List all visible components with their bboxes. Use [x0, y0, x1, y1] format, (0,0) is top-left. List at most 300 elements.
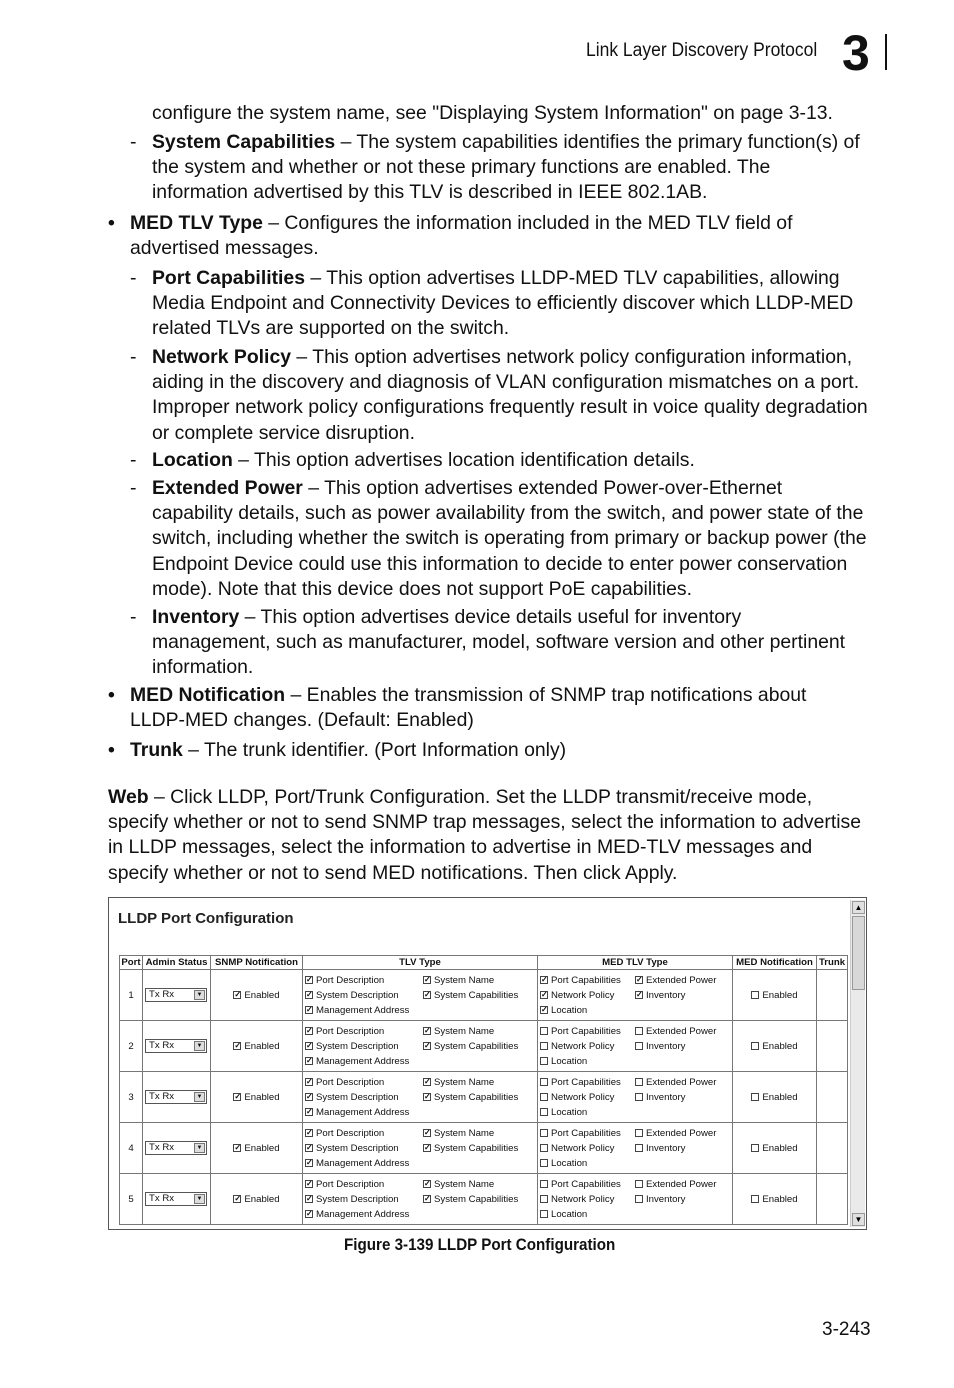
network-policy-checkbox[interactable] [540, 1144, 548, 1152]
item-port-capabilities [152, 266, 868, 342]
snmp-enabled-option [233, 1143, 279, 1154]
desc: – Configures the information included in the MED TLV field of advertised messages. [130, 212, 793, 260]
system-name-label: System Name [434, 1178, 495, 1190]
page-number: 3-243 [822, 1319, 871, 1340]
snmp-enabled-checkbox[interactable] [233, 1093, 241, 1101]
system-capabilities-option [423, 1040, 535, 1053]
system-description-checkbox[interactable] [305, 1093, 313, 1101]
term: MED Notification [130, 684, 286, 706]
location-option [540, 1004, 635, 1017]
network-policy-label: Network Policy [551, 989, 615, 1001]
admin-status-select[interactable] [145, 1090, 207, 1104]
system-name-checkbox[interactable] [423, 1180, 431, 1188]
lldp-port-config-screenshot [108, 897, 867, 1230]
admin-status-cell [143, 1021, 211, 1072]
port-capabilities-checkbox[interactable] [540, 1078, 548, 1086]
location-checkbox[interactable] [540, 1108, 548, 1116]
network-policy-checkbox[interactable] [540, 1093, 548, 1101]
management-address-option [305, 1106, 423, 1119]
system-description-checkbox[interactable] [305, 991, 313, 999]
admin-status-select[interactable] [145, 1039, 207, 1053]
med-notification-enabled-option [751, 990, 797, 1001]
system-name-label: System Name [434, 974, 495, 986]
med-notification-cell [733, 1072, 817, 1123]
inventory-option [635, 1142, 730, 1155]
snmp-enabled-label: Enabled [244, 1040, 280, 1052]
port-number: 1 [120, 970, 143, 1021]
port-description-label: Port Description [316, 974, 385, 986]
med-tlv-options [540, 974, 730, 1017]
snmp-enabled-checkbox[interactable] [233, 1144, 241, 1152]
desc: – The system capabilities identifies the primary function(s) of the system and whether or not these primary functions are enabled. The information advertised by this TLV is described in IEEE 802.1AB. [152, 131, 860, 204]
continued-line: configure the system name, see "Displaying System Information" on page 3-13. [152, 102, 833, 124]
snmp-enabled-option [233, 1194, 279, 1205]
port-description-label: Port Description [316, 1178, 385, 1190]
desc: – This option advertises location identification details. [232, 449, 695, 471]
network-policy-label: Network Policy [551, 1091, 615, 1103]
bullet-marker: • [108, 684, 115, 706]
med-notification-enabled-option [751, 1092, 797, 1103]
snmp-enabled-option [233, 990, 279, 1001]
snmp-notification-cell [211, 1072, 303, 1123]
med-tlv-options [540, 1076, 730, 1119]
extended-power-label: Extended Power [646, 1127, 717, 1139]
snmp-enabled-label: Enabled [244, 1193, 280, 1205]
dash-marker: - [130, 131, 137, 153]
location-option [540, 1208, 635, 1221]
snmp-notification-cell [211, 1123, 303, 1174]
system-name-checkbox[interactable] [423, 976, 431, 984]
inventory-checkbox[interactable] [635, 1144, 643, 1152]
port-capabilities-option [540, 974, 635, 987]
admin-status-cell [143, 970, 211, 1021]
extended-power-label: Extended Power [646, 1025, 717, 1037]
dash-marker: - [130, 606, 137, 628]
system-capabilities-checkbox[interactable] [423, 991, 431, 999]
port-capabilities-label: Port Capabilities [551, 1127, 621, 1139]
trunk-cell [817, 970, 848, 1021]
extended-power-option [635, 1178, 730, 1191]
port-number: 2 [120, 1021, 143, 1072]
inventory-label: Inventory [646, 1193, 686, 1205]
desc: – Enables the transmission of SNMP trap notifications about LLDP-MED changes. (Default: Enabled) [130, 684, 807, 732]
system-description-option [305, 1142, 423, 1155]
system-description-label: System Description [316, 1193, 399, 1205]
scroll-down-icon[interactable]: ▼ [852, 1213, 865, 1226]
inventory-option [635, 1040, 730, 1053]
chevron-down-icon[interactable]: ▼ [194, 1041, 205, 1051]
col-trunk: Trunk [817, 956, 848, 970]
network-policy-label: Network Policy [551, 1040, 615, 1052]
med-notification-enabled-checkbox[interactable] [751, 991, 759, 999]
network-policy-option [540, 1091, 635, 1104]
management-address-checkbox[interactable] [305, 1006, 313, 1014]
trunk-cell [817, 1072, 848, 1123]
location-label: Location [551, 1157, 588, 1169]
bullet-marker: • [108, 739, 115, 761]
management-address-option [305, 1004, 423, 1017]
col-port: Port [121, 957, 141, 968]
system-name-option [423, 1178, 535, 1191]
table-row [120, 1174, 848, 1225]
system-name-checkbox[interactable] [423, 1078, 431, 1086]
location-checkbox[interactable] [540, 1159, 548, 1167]
system-capabilities-option [423, 989, 535, 1002]
system-description-option [305, 1040, 423, 1053]
location-label: Location [551, 1004, 588, 1016]
term: System Capabilities [152, 131, 336, 153]
port-description-option [305, 974, 423, 987]
med-notification-enabled-label: Enabled [762, 1040, 798, 1052]
med-notification-cell [733, 1174, 817, 1225]
inventory-checkbox[interactable] [635, 1093, 643, 1101]
tlv-options [305, 974, 535, 1017]
panel-title: LLDP Port Configuration [118, 910, 294, 927]
network-policy-option [540, 1193, 635, 1206]
col-med-tlv-type: MED TLV Type [538, 956, 733, 970]
port-number: 5 [120, 1174, 143, 1225]
snmp-notification-cell [211, 1021, 303, 1072]
bullet-marker: • [108, 212, 115, 234]
admin-status-select[interactable] [145, 988, 207, 1002]
system-name-option [423, 1127, 535, 1140]
med-notification-enabled-label: Enabled [762, 1091, 798, 1103]
inventory-label: Inventory [646, 1040, 686, 1052]
admin-status-value: Tx Rx [149, 989, 175, 1000]
system-capabilities-option [423, 1091, 535, 1104]
management-address-option [305, 1055, 423, 1068]
med-tlv-type-cell [538, 1021, 733, 1072]
system-description-option [305, 1091, 423, 1104]
extended-power-label: Extended Power [646, 974, 717, 986]
port-capabilities-option [540, 1025, 635, 1038]
term: Web [108, 786, 149, 808]
port-description-checkbox[interactable] [305, 1129, 313, 1137]
med-notification-enabled-label: Enabled [762, 989, 798, 1001]
snmp-enabled-checkbox[interactable] [233, 991, 241, 999]
tlv-options [305, 1127, 535, 1170]
admin-status-value: Tx Rx [149, 1142, 175, 1153]
med-notification-enabled-option [751, 1041, 797, 1052]
med-notification-enabled-option [751, 1194, 797, 1205]
desc: – Click LLDP, Port/Trunk Configuration. Set the LLDP transmit/receive mode, specify whether or not to send SNMP trap messages, select the information to advertise in LLDP messages, select the information to advertise in MED-TLV messages and specify whether or not to send MED notifications. Then click Apply. [108, 786, 862, 884]
system-description-label: System Description [316, 1142, 399, 1154]
port-description-label: Port Description [316, 1076, 385, 1088]
port-description-checkbox[interactable] [305, 1027, 313, 1035]
system-description-option [305, 989, 423, 1002]
term: Network Policy [152, 346, 292, 368]
med-tlv-options [540, 1025, 730, 1068]
extended-power-checkbox[interactable] [635, 1180, 643, 1188]
term: MED TLV Type [130, 212, 263, 234]
scroll-up-icon[interactable]: ▲ [852, 901, 865, 914]
table-row [120, 1072, 848, 1123]
table-row [120, 1021, 848, 1072]
med-tlv-type-cell [538, 1123, 733, 1174]
system-name-checkbox[interactable] [423, 1027, 431, 1035]
management-address-option [305, 1208, 423, 1221]
system-name-label: System Name [434, 1127, 495, 1139]
desc: – This option advertises LLDP-MED TLV capabilities, allowing Media Endpoint and Connectivity Devices to efficiently discover which LLDP-MED related TLVs are supported on the switch. [152, 267, 854, 340]
desc: – The trunk identifier. (Port Information only) [182, 739, 567, 761]
inventory-label: Inventory [646, 1142, 686, 1154]
snmp-enabled-label: Enabled [244, 1142, 280, 1154]
chapter-divider [885, 34, 887, 70]
scroll-thumb[interactable] [852, 916, 865, 990]
port-description-option [305, 1178, 423, 1191]
port-capabilities-checkbox[interactable] [540, 1027, 548, 1035]
location-checkbox[interactable] [540, 1006, 548, 1014]
system-name-option [423, 1076, 535, 1089]
term: Extended Power [152, 477, 303, 499]
med-notification-cell [733, 1123, 817, 1174]
system-name-label: System Name [434, 1076, 495, 1088]
inventory-option [635, 1091, 730, 1104]
extended-power-option [635, 1025, 730, 1038]
port-capabilities-label: Port Capabilities [551, 1025, 621, 1037]
port-number: 3 [120, 1072, 143, 1123]
system-name-checkbox[interactable] [423, 1129, 431, 1137]
med-notification-enabled-checkbox[interactable] [751, 1195, 759, 1203]
management-address-label: Management Address [316, 1106, 410, 1118]
port-description-label: Port Description [316, 1127, 385, 1139]
item-med-notification [130, 683, 856, 733]
tlv-type-cell [303, 1072, 538, 1123]
item-med-tlv-type [130, 211, 850, 261]
extended-power-label: Extended Power [646, 1178, 717, 1190]
desc: – This option advertises extended Power-over-Ethernet capability details, such as power availability from the switch, and power state of the switch, including whether the switch is operating from primary or backup power (the Endpoint Device could use this information to decide to enter power conservation mode). Note that this device does not support PoE capabilities. [152, 477, 867, 600]
admin-status-select[interactable] [145, 1192, 207, 1206]
extended-power-checkbox[interactable] [635, 1027, 643, 1035]
inventory-checkbox[interactable] [635, 1042, 643, 1050]
tlv-type-cell [303, 1174, 538, 1225]
med-notification-enabled-checkbox[interactable] [751, 1042, 759, 1050]
management-address-checkbox[interactable] [305, 1210, 313, 1218]
extended-power-option [635, 974, 730, 987]
port-capabilities-checkbox[interactable] [540, 976, 548, 984]
inventory-label: Inventory [646, 1091, 686, 1103]
desc: – This option advertises device details useful for inventory management, such as manufacturer, model, software version and other pertinent information. [152, 606, 846, 679]
system-capabilities-label: System Capabilities [434, 1091, 519, 1103]
med-notification-enabled-label: Enabled [762, 1193, 798, 1205]
inventory-checkbox[interactable] [635, 991, 643, 999]
location-label: Location [551, 1106, 588, 1118]
location-checkbox[interactable] [540, 1210, 548, 1218]
port-description-option [305, 1127, 423, 1140]
location-option [540, 1157, 635, 1170]
tlv-options [305, 1025, 535, 1068]
med-tlv-type-cell [538, 970, 733, 1021]
extended-power-checkbox[interactable] [635, 1129, 643, 1137]
system-capabilities-label: System Capabilities [434, 1142, 519, 1154]
system-capabilities-checkbox[interactable] [423, 1093, 431, 1101]
port-description-checkbox[interactable] [305, 1078, 313, 1086]
network-policy-label: Network Policy [551, 1142, 615, 1154]
system-capabilities-label: System Capabilities [434, 1040, 519, 1052]
location-label: Location [551, 1055, 588, 1067]
tlv-type-cell [303, 1021, 538, 1072]
snmp-enabled-option [233, 1092, 279, 1103]
inventory-label: Inventory [646, 989, 686, 1001]
inventory-option [635, 1193, 730, 1206]
management-address-label: Management Address [316, 1157, 410, 1169]
dash-marker: - [130, 477, 137, 499]
tlv-type-cell [303, 1123, 538, 1174]
med-notification-enabled-checkbox[interactable] [751, 1144, 759, 1152]
lldp-port-table [119, 955, 848, 1225]
port-number: 4 [120, 1123, 143, 1174]
admin-status-cell [143, 1123, 211, 1174]
med-notification-enabled-label: Enabled [762, 1142, 798, 1154]
table-row [120, 970, 848, 1021]
snmp-notification-cell [211, 1174, 303, 1225]
trunk-cell [817, 1021, 848, 1072]
management-address-label: Management Address [316, 1055, 410, 1067]
port-capabilities-label: Port Capabilities [551, 1178, 621, 1190]
port-capabilities-option [540, 1127, 635, 1140]
snmp-enabled-label: Enabled [244, 989, 280, 1001]
system-capabilities-option [423, 1193, 535, 1206]
port-description-option [305, 1025, 423, 1038]
extended-power-option [635, 1076, 730, 1089]
tlv-options [305, 1178, 535, 1221]
figure-caption: Figure 3-139 LLDP Port Configuration [344, 1236, 616, 1254]
term: Inventory [152, 606, 240, 628]
system-capabilities-option [423, 1142, 535, 1155]
term: Trunk [130, 739, 183, 761]
location-option [540, 1055, 635, 1068]
management-address-label: Management Address [316, 1208, 410, 1220]
network-policy-label: Network Policy [551, 1193, 615, 1205]
admin-status-value: Tx Rx [149, 1193, 175, 1204]
extended-power-checkbox[interactable] [635, 1078, 643, 1086]
chevron-down-icon[interactable]: ▼ [194, 1092, 205, 1102]
med-tlv-type-cell [538, 1072, 733, 1123]
snmp-enabled-checkbox[interactable] [233, 1195, 241, 1203]
med-tlv-options [540, 1127, 730, 1170]
item-system-capabilities [152, 130, 868, 206]
chapter-number: 3 [842, 25, 870, 81]
admin-status-cell [143, 1174, 211, 1225]
inventory-option [635, 989, 730, 1002]
port-capabilities-checkbox[interactable] [540, 1129, 548, 1137]
med-tlv-options [540, 1178, 730, 1221]
col-snmp-notification: SNMP Notification [211, 956, 303, 970]
port-description-option [305, 1076, 423, 1089]
location-checkbox[interactable] [540, 1057, 548, 1065]
system-description-option [305, 1193, 423, 1206]
chevron-down-icon[interactable]: ▼ [194, 1194, 205, 1204]
system-description-checkbox[interactable] [305, 1144, 313, 1152]
term: Location [152, 449, 233, 471]
network-policy-option [540, 1040, 635, 1053]
management-address-checkbox[interactable] [305, 1159, 313, 1167]
network-policy-option [540, 1142, 635, 1155]
system-capabilities-label: System Capabilities [434, 1193, 519, 1205]
system-capabilities-checkbox[interactable] [423, 1195, 431, 1203]
table-row [120, 1123, 848, 1174]
system-description-label: System Description [316, 1040, 399, 1052]
port-description-checkbox[interactable] [305, 976, 313, 984]
snmp-enabled-option [233, 1041, 279, 1052]
snmp-enabled-label: Enabled [244, 1091, 280, 1103]
port-capabilities-label: Port Capabilities [551, 974, 621, 986]
network-policy-checkbox[interactable] [540, 1195, 548, 1203]
inventory-checkbox[interactable] [635, 1195, 643, 1203]
col-admin-status: Admin Status [143, 956, 211, 970]
item-network-policy [152, 345, 868, 446]
extended-power-label: Extended Power [646, 1076, 717, 1088]
term: Port Capabilities [152, 267, 306, 289]
management-address-checkbox[interactable] [305, 1108, 313, 1116]
system-capabilities-label: System Capabilities [434, 989, 519, 1001]
system-name-option [423, 1025, 535, 1038]
table-header-row [120, 956, 848, 970]
web-instructions [108, 785, 868, 886]
col-med-notification: MED Notification [733, 956, 817, 970]
port-capabilities-option [540, 1076, 635, 1089]
extended-power-option [635, 1127, 730, 1140]
system-name-option [423, 974, 535, 987]
med-notification-cell [733, 970, 817, 1021]
port-capabilities-option [540, 1178, 635, 1191]
system-description-checkbox[interactable] [305, 1195, 313, 1203]
med-notification-enabled-option [751, 1143, 797, 1154]
system-capabilities-checkbox[interactable] [423, 1042, 431, 1050]
chevron-down-icon[interactable]: ▼ [194, 1143, 205, 1153]
snmp-notification-cell [211, 970, 303, 1021]
admin-status-select[interactable] [145, 1141, 207, 1155]
med-notification-enabled-checkbox[interactable] [751, 1093, 759, 1101]
management-address-label: Management Address [316, 1004, 410, 1016]
system-name-label: System Name [434, 1025, 495, 1037]
extended-power-checkbox[interactable] [635, 976, 643, 984]
system-description-label: System Description [316, 1091, 399, 1103]
network-policy-option [540, 989, 635, 1002]
system-description-checkbox[interactable] [305, 1042, 313, 1050]
vertical-scrollbar[interactable] [850, 900, 865, 1227]
system-capabilities-checkbox[interactable] [423, 1144, 431, 1152]
network-policy-checkbox[interactable] [540, 1042, 548, 1050]
tlv-options [305, 1076, 535, 1119]
item-extended-power [152, 476, 868, 602]
med-notification-cell [733, 1021, 817, 1072]
dash-marker: - [130, 449, 137, 471]
port-description-checkbox[interactable] [305, 1180, 313, 1188]
management-address-checkbox[interactable] [305, 1057, 313, 1065]
col-tlv-type: TLV Type [303, 956, 538, 970]
trunk-cell [817, 1174, 848, 1225]
port-capabilities-label: Port Capabilities [551, 1076, 621, 1088]
med-tlv-type-cell [538, 1174, 733, 1225]
dash-marker: - [130, 346, 137, 368]
trunk-cell [817, 1123, 848, 1174]
item-inventory [152, 605, 852, 681]
snmp-enabled-checkbox[interactable] [233, 1042, 241, 1050]
network-policy-checkbox[interactable] [540, 991, 548, 999]
port-capabilities-checkbox[interactable] [540, 1180, 548, 1188]
dash-marker: - [130, 267, 137, 289]
running-header: Link Layer Discovery Protocol [586, 40, 818, 61]
chevron-down-icon[interactable]: ▼ [194, 990, 205, 1000]
admin-status-cell [143, 1072, 211, 1123]
location-option [540, 1106, 635, 1119]
system-description-label: System Description [316, 989, 399, 1001]
desc: – This option advertises network policy configuration information, aiding in the discovery and diagnosis of VLAN configuration mismatches on a port. Improper network policy configurations frequently result in voice quality degradation or complete service disruption. [152, 346, 868, 444]
port-description-label: Port Description [316, 1025, 385, 1037]
location-label: Location [551, 1208, 588, 1220]
management-address-option [305, 1157, 423, 1170]
